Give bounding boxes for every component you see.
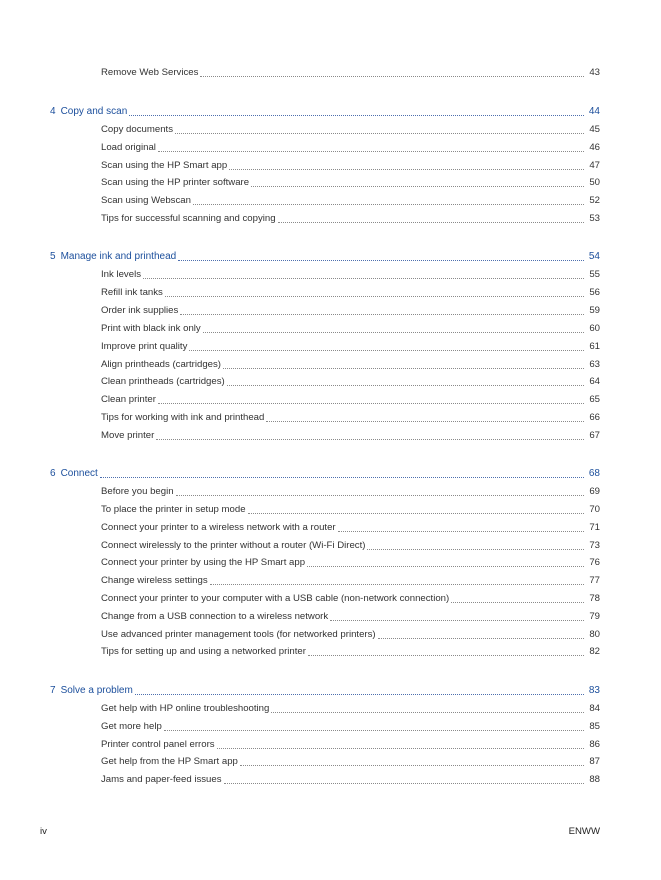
- toc-page-number: 79: [589, 611, 600, 622]
- dot-leader: [271, 712, 584, 713]
- toc-entry-remove-web-services[interactable]: [101, 66, 600, 80]
- toc-page-number: 55: [589, 269, 600, 280]
- toc-page-number: 68: [588, 468, 600, 479]
- toc-page-number: 78: [589, 593, 600, 604]
- dot-leader: [158, 151, 584, 152]
- toc-entry-scan-hp-smart-app[interactable]: [101, 159, 600, 173]
- toc-page-number: 88: [589, 774, 600, 785]
- toc-entry-label: Order ink supplies: [101, 305, 179, 316]
- toc-page-number: 64: [589, 376, 600, 387]
- dot-leader: [223, 368, 584, 369]
- toc-entry-label: Ink levels: [101, 269, 141, 280]
- toc-entry-move-printer[interactable]: [101, 429, 600, 443]
- chapter-title: Copy and scan: [60, 106, 128, 117]
- toc-chapter-label: [50, 684, 135, 698]
- toc-page-number: 43: [589, 67, 600, 78]
- toc-chapter-manage-ink[interactable]: [50, 250, 600, 264]
- dot-leader: [175, 133, 584, 134]
- dot-leader: [217, 748, 584, 749]
- toc-entry-order-ink[interactable]: [101, 304, 600, 318]
- toc-page-number: 67: [589, 430, 600, 441]
- toc-page-number: 54: [588, 251, 600, 262]
- dot-leader: [178, 260, 584, 261]
- chapter-title: Solve a problem: [60, 685, 133, 696]
- toc-page-number: 85: [589, 721, 600, 732]
- dot-leader: [180, 314, 584, 315]
- toc-entry-label: Get more help: [101, 721, 162, 732]
- dot-leader: [100, 477, 584, 478]
- toc-entry-label: Load original: [101, 142, 156, 153]
- toc-page-number: 70: [589, 504, 600, 515]
- toc-page-number: 63: [589, 359, 600, 370]
- toc-page-number: 76: [589, 557, 600, 568]
- toc-entry-label: Copy documents: [101, 124, 173, 135]
- toc-entry-black-ink-only[interactable]: [101, 322, 600, 336]
- toc-page-number: 82: [589, 646, 600, 657]
- toc-entry-label: Tips for successful scanning and copying: [101, 213, 276, 224]
- toc-page-number: 60: [589, 323, 600, 334]
- toc-entry-ink-tips[interactable]: [101, 411, 600, 425]
- toc-entry-label: Before you begin: [101, 486, 174, 497]
- toc-entry-wireless-router[interactable]: [101, 521, 600, 535]
- toc-chapter-copy-and-scan[interactable]: [50, 105, 600, 119]
- toc-entry-label: Connect your printer by using the HP Smart app: [101, 557, 306, 568]
- toc-entry-online-troubleshooting[interactable]: [101, 702, 600, 716]
- toc-entry-scan-hp-printer-software[interactable]: [101, 176, 600, 190]
- toc-entry-label: Use advanced printer management tools (for networked printers): [101, 629, 376, 640]
- toc-page-number: 65: [589, 394, 600, 405]
- toc-chapter-label: [50, 250, 178, 264]
- toc-entry-load-original[interactable]: [101, 141, 600, 155]
- dot-leader: [378, 638, 584, 639]
- toc-page-number: 69: [589, 486, 600, 497]
- toc-page-number: 84: [589, 703, 600, 714]
- toc-entry-label: Scan using the HP Smart app: [101, 160, 228, 171]
- toc-entry-improve-print-quality[interactable]: [101, 340, 600, 354]
- toc-entry-wifi-direct[interactable]: [101, 539, 600, 553]
- toc-entry-before-you-begin[interactable]: [101, 485, 600, 499]
- toc-page-number: 80: [589, 629, 600, 640]
- dot-leader: [203, 332, 584, 333]
- toc-page-number: 46: [589, 142, 600, 153]
- dot-leader: [308, 655, 584, 656]
- toc-entry-label: Connect your printer to your computer with a USB cable (non-network connection): [101, 593, 450, 604]
- dot-leader: [251, 186, 584, 187]
- toc-page-number: 73: [589, 540, 600, 551]
- dot-leader: [165, 296, 584, 297]
- toc-entry-label: Print with black ink only: [101, 323, 201, 334]
- dot-leader: [135, 694, 584, 695]
- toc-page-number: 53: [589, 213, 600, 224]
- chapter-number: 7: [50, 685, 56, 696]
- dot-leader: [143, 278, 584, 279]
- dot-leader: [307, 566, 584, 567]
- toc-entry-label: Get help with HP online troubleshooting: [101, 703, 270, 714]
- toc-page-number: 59: [589, 305, 600, 316]
- dot-leader: [176, 495, 584, 496]
- toc-entry-label: Align printheads (cartridges): [101, 359, 221, 370]
- toc-page-number: 56: [589, 287, 600, 298]
- toc-page-number: 83: [588, 685, 600, 696]
- toc-page-number: 50: [589, 177, 600, 188]
- toc-entry-label: Tips for working with ink and printhead: [101, 412, 265, 423]
- toc-page-number: 77: [589, 575, 600, 586]
- dot-leader: [367, 549, 584, 550]
- toc-chapter-label: [50, 467, 100, 481]
- toc-entry-ink-levels[interactable]: [101, 268, 600, 282]
- dot-leader: [158, 403, 584, 404]
- chapter-number: 6: [50, 468, 56, 479]
- toc-entry-control-panel-errors[interactable]: [101, 738, 600, 752]
- toc-page-number: 71: [589, 522, 600, 533]
- dot-leader: [224, 783, 584, 784]
- toc-entry-setup-mode[interactable]: [101, 503, 600, 517]
- toc-entry-label: Refill ink tanks: [101, 287, 163, 298]
- chapter-title: Connect: [60, 468, 98, 479]
- dot-leader: [240, 765, 584, 766]
- dot-leader: [193, 204, 584, 205]
- toc-chapter-connect[interactable]: [50, 467, 600, 481]
- toc-entry-label: Get help from the HP Smart app: [101, 756, 238, 767]
- dot-leader: [164, 730, 584, 731]
- chapter-number: 4: [50, 106, 56, 117]
- toc-entry-get-more-help[interactable]: [101, 720, 600, 734]
- toc-entry-align-printheads[interactable]: [101, 358, 600, 372]
- dot-leader: [210, 584, 584, 585]
- toc-entry-usb-to-wireless[interactable]: [101, 610, 600, 624]
- dot-leader: [227, 385, 584, 386]
- dot-leader: [451, 602, 584, 603]
- toc-entry-label: Tips for setting up and using a networked printer: [101, 646, 306, 657]
- chapter-title: Manage ink and printhead: [60, 251, 177, 262]
- toc-entry-help-hp-smart[interactable]: [101, 755, 600, 769]
- toc-entry-label: Printer control panel errors: [101, 739, 215, 750]
- dot-leader: [338, 531, 584, 532]
- toc-entry-usb-cable[interactable]: [101, 592, 600, 606]
- toc-entry-jams-paper-feed[interactable]: [101, 773, 600, 787]
- dot-leader: [266, 421, 584, 422]
- toc-entry-label: Scan using the HP printer software: [101, 177, 250, 188]
- toc-page-number: 61: [589, 341, 600, 352]
- toc-page-number: 44: [588, 106, 600, 117]
- toc-page-number: 45: [589, 124, 600, 135]
- toc-entry-label: Remove Web Services: [101, 67, 199, 78]
- dot-leader: [200, 76, 584, 77]
- toc-page-number: 47: [589, 160, 600, 171]
- dot-leader: [330, 620, 584, 621]
- dot-leader: [156, 439, 584, 440]
- toc-entry-network-tips[interactable]: [101, 645, 600, 659]
- toc-page-number: 86: [589, 739, 600, 750]
- toc-entry-connect-hp-smart[interactable]: [101, 556, 600, 570]
- toc-entry-clean-printer[interactable]: [101, 393, 600, 407]
- toc-entry-label: To place the printer in setup mode: [101, 504, 246, 515]
- dot-leader: [189, 350, 584, 351]
- footer-document-code: ENWW: [568, 826, 600, 837]
- toc-entry-refill-ink-tanks[interactable]: [101, 286, 600, 300]
- toc-entry-label: Change from a USB connection to a wireless network: [101, 611, 329, 622]
- toc-chapter-label: [50, 105, 129, 119]
- toc-entry-label: Change wireless settings: [101, 575, 208, 586]
- toc-entry-label: Improve print quality: [101, 341, 188, 352]
- toc-entry-scan-webscan[interactable]: [101, 194, 600, 208]
- toc-chapter-solve-a-problem[interactable]: [50, 684, 600, 698]
- footer-page-number: iv: [40, 826, 47, 837]
- toc-entry-label: Jams and paper-feed issues: [101, 774, 222, 785]
- toc-entry-label: Scan using Webscan: [101, 195, 191, 206]
- chapter-number: 5: [50, 251, 56, 262]
- toc-entry-scanning-tips[interactable]: [101, 212, 600, 226]
- toc-page-number: 87: [589, 756, 600, 767]
- dot-leader: [278, 222, 584, 223]
- dot-leader: [248, 513, 584, 514]
- toc-entry-label: Move printer: [101, 430, 155, 441]
- toc-entry-wireless-settings[interactable]: [101, 574, 600, 588]
- toc-page-number: 66: [589, 412, 600, 423]
- toc-entry-label: Clean printheads (cartridges): [101, 376, 225, 387]
- dot-leader: [229, 169, 584, 170]
- toc-entry-clean-printheads[interactable]: [101, 375, 600, 389]
- toc-page-number: 52: [589, 195, 600, 206]
- dot-leader: [129, 115, 584, 116]
- toc-entry-label: Connect your printer to a wireless network with a router: [101, 522, 336, 533]
- toc-entry-advanced-tools[interactable]: [101, 628, 600, 642]
- toc-entry-copy-documents[interactable]: [101, 123, 600, 137]
- toc-entry-label: Clean printer: [101, 394, 156, 405]
- toc-entry-label: Connect wirelessly to the printer without a router (Wi-Fi Direct): [101, 540, 366, 551]
